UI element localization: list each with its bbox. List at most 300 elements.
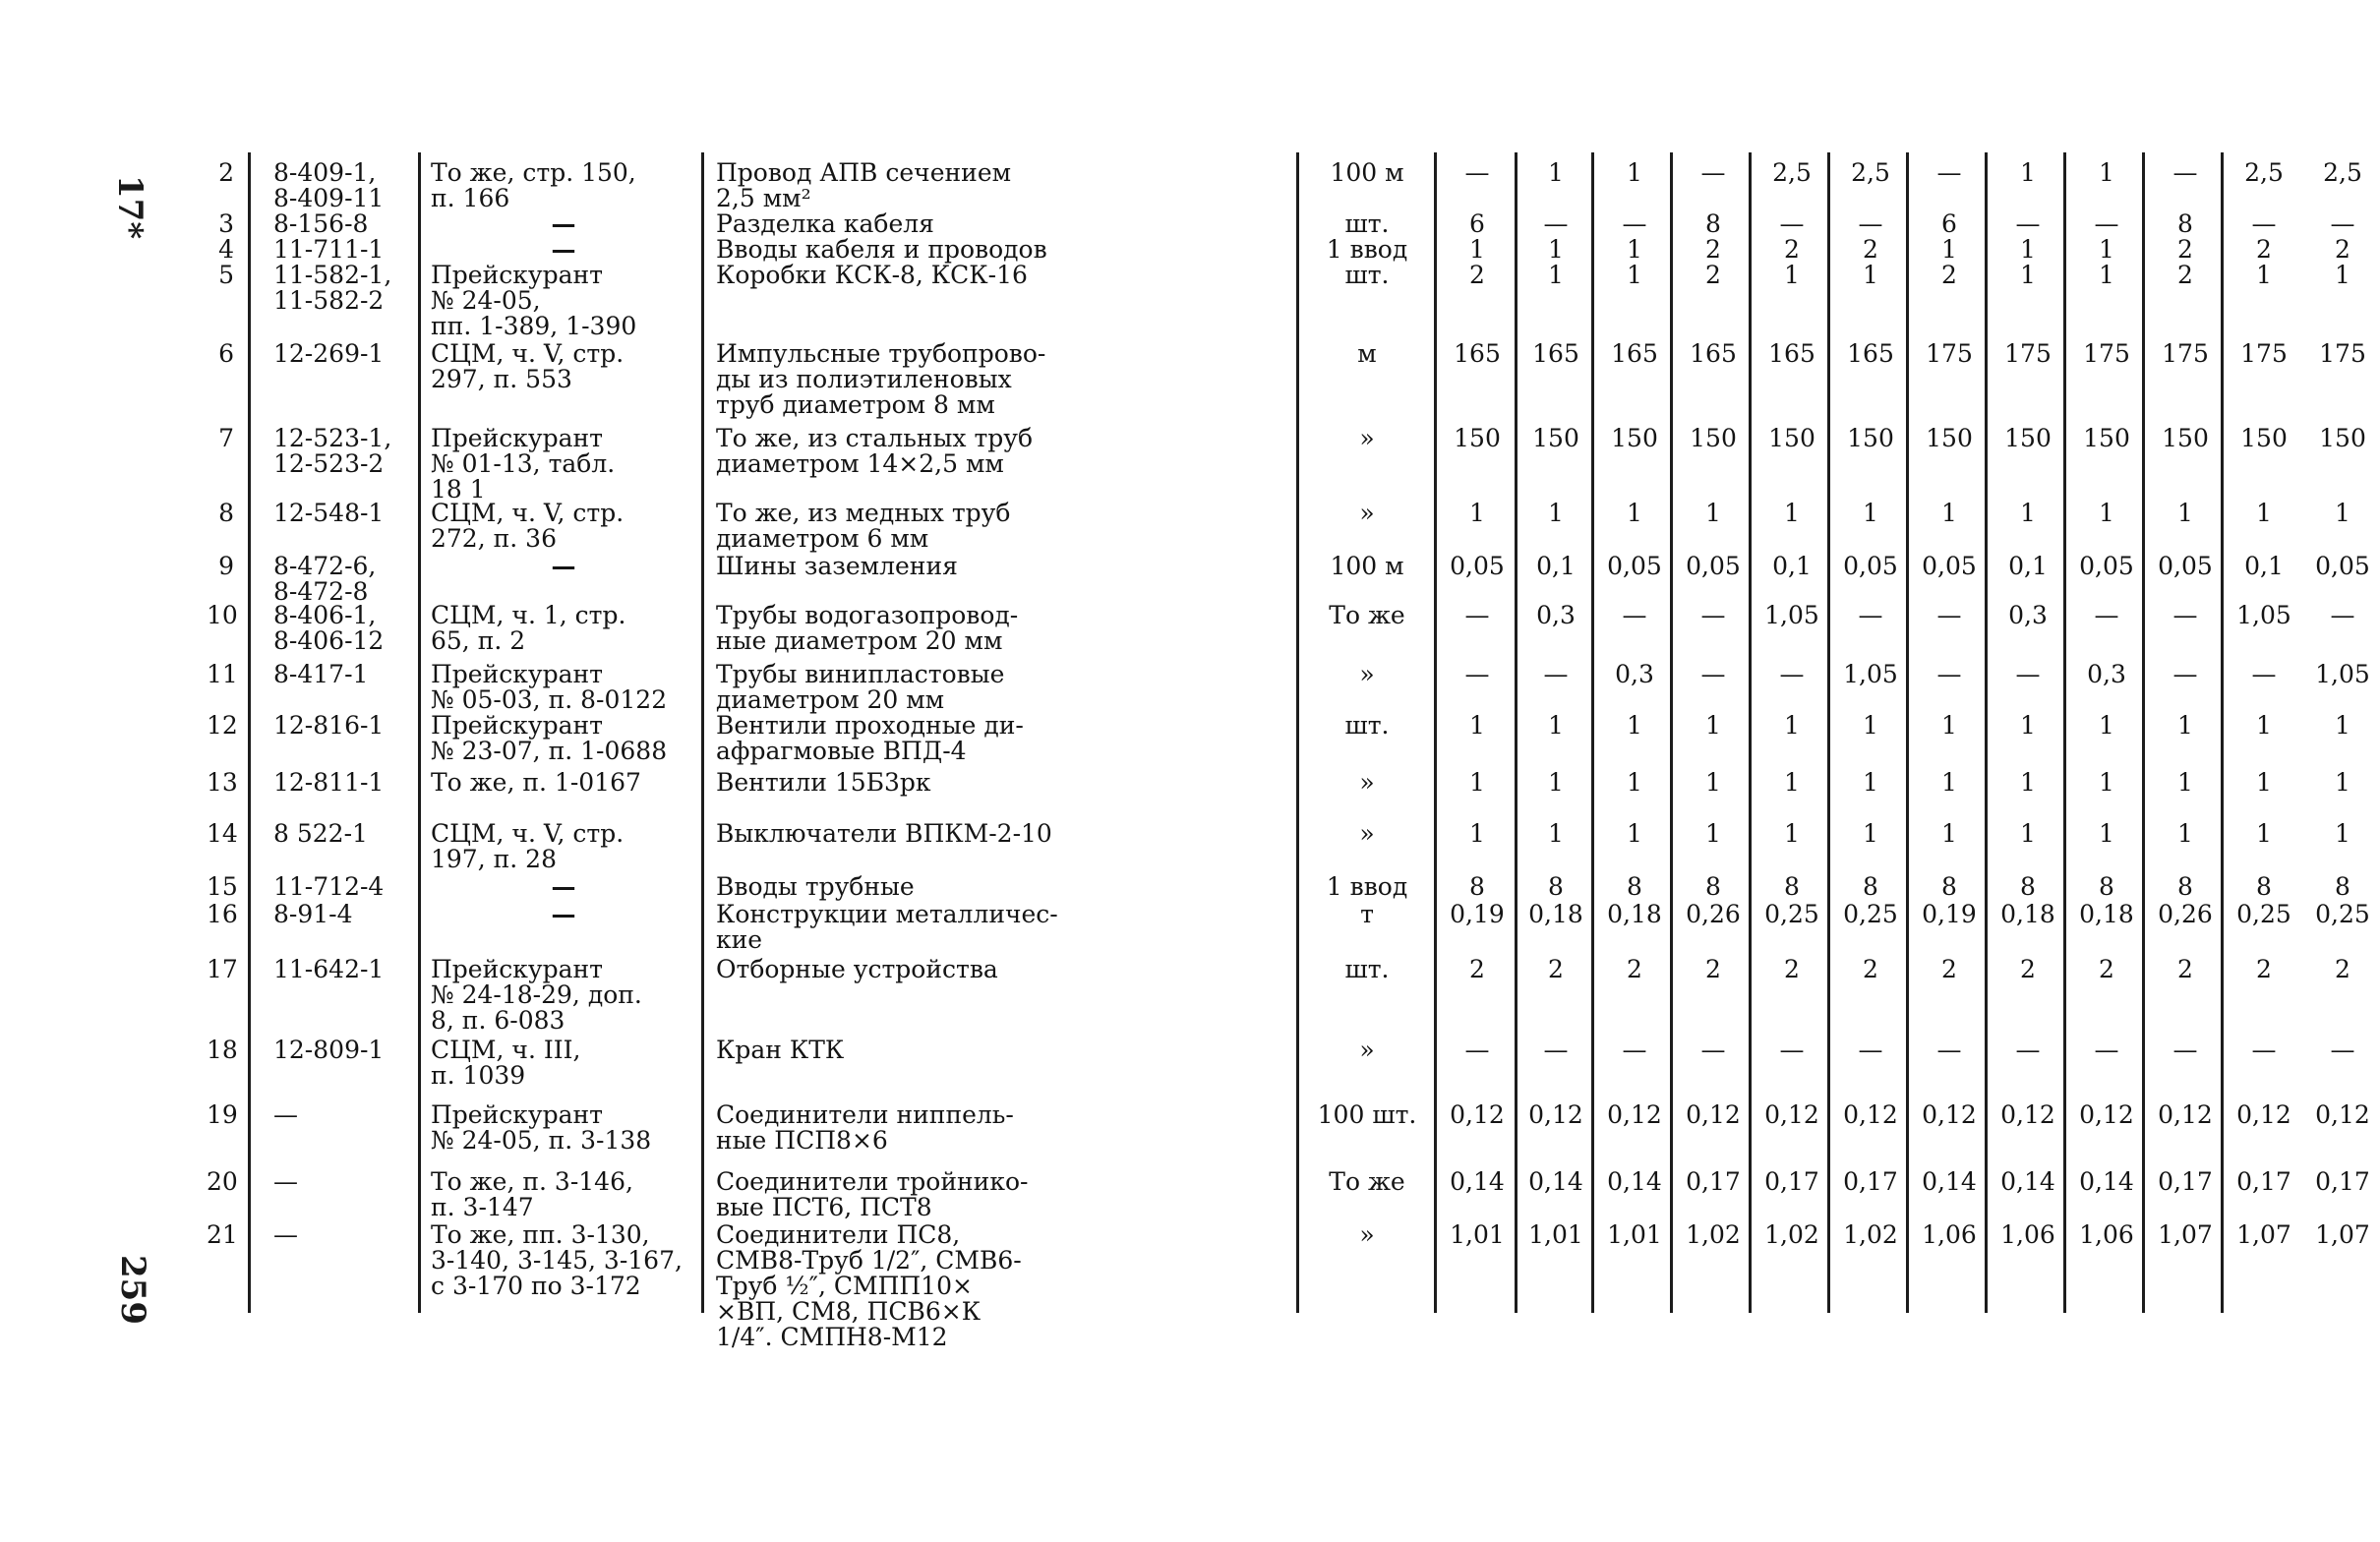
quantity-cell: 150 xyxy=(1532,424,1579,452)
item-name: Провод АПВ сечением 2,5 мм² xyxy=(716,158,1012,212)
quantity-cell: 8 xyxy=(2256,872,2272,901)
quantity-cell: 1 xyxy=(1784,261,1800,289)
quantity-cell: 1 xyxy=(2256,819,2272,848)
quantity-cell: 1 xyxy=(1627,158,1642,187)
item-name: Соединители тройнико- вые ПСТ6, ПСТ8 xyxy=(716,1167,1029,1221)
quantity-cell: 1 xyxy=(1784,768,1800,797)
item-name: Вводы трубные xyxy=(716,872,915,901)
quantity-cell: — xyxy=(1936,601,1962,629)
quantity-cell: 1 xyxy=(1863,819,1878,848)
quantity-cell: 0,12 xyxy=(1607,1100,1662,1129)
quantity-cell: — xyxy=(2015,660,2041,688)
quantity-cell: — xyxy=(2251,660,2277,688)
unit-of-measure: 100 м xyxy=(1330,158,1404,187)
quantity-cell: 2 xyxy=(1705,261,1721,289)
quantity-cell: — xyxy=(1464,1036,1490,1064)
unit-of-measure: шт. xyxy=(1344,711,1390,740)
column-rule xyxy=(1515,152,1517,1313)
quantity-cell: — xyxy=(1936,158,1962,187)
quantity-cell: 0,19 xyxy=(1922,900,1977,928)
quantity-cell: 0,12 xyxy=(1764,1100,1819,1129)
quantity-cell: 0,05 xyxy=(1607,552,1662,580)
row-number: 11 xyxy=(207,660,238,688)
norm-code: 12-269-1 xyxy=(273,339,385,368)
item-name: Коробки КСК-8, КСК-16 xyxy=(716,261,1028,289)
item-name: Соединители ПС8, СМВ8-Труб 1/2″, СМВ6- Труб ½″, СМПП10× ×ВП, СМ8, ПСВ6×К 1/4″. СМПН8-М12 xyxy=(716,1220,1022,1351)
unit-of-measure: » xyxy=(1359,660,1375,688)
quantity-cell: — xyxy=(2015,209,2041,238)
quantity-cell: 0,25 xyxy=(2236,900,2291,928)
unit-of-measure: 1 ввод xyxy=(1326,872,1408,901)
quantity-cell: 1 xyxy=(1548,768,1564,797)
quantity-cell: 0,14 xyxy=(1528,1167,1583,1196)
quantity-cell: 1 xyxy=(2256,499,2272,527)
quantity-cell: 175 xyxy=(2319,339,2366,368)
row-number: 10 xyxy=(207,601,238,629)
quantity-cell: 1 xyxy=(2335,261,2350,289)
quantity-cell: 0,17 xyxy=(2236,1167,2291,1196)
quantity-cell: 2 xyxy=(1941,955,1957,983)
quantity-cell: 1 xyxy=(1941,235,1957,264)
quantity-cell: 2 xyxy=(2335,235,2350,264)
quantity-cell: 8 xyxy=(1705,872,1721,901)
quantity-cell: 1,02 xyxy=(1686,1220,1741,1249)
price-source: То же, пп. 3-130, 3-140, 3-145, 3-167, с 3-170 по 3-172 xyxy=(431,1220,683,1300)
quantity-cell: 0,3 xyxy=(1615,660,1654,688)
quantity-cell: 1 xyxy=(2256,261,2272,289)
quantity-cell: — xyxy=(2094,209,2119,238)
quantity-cell: 175 xyxy=(2240,339,2288,368)
quantity-cell: — xyxy=(1622,209,1647,238)
quantity-cell: 8 xyxy=(1784,872,1800,901)
unit-of-measure: 100 шт. xyxy=(1317,1100,1417,1129)
quantity-cell: 2 xyxy=(1784,235,1800,264)
quantity-cell: 0,26 xyxy=(1686,900,1741,928)
quantity-cell: 1,05 xyxy=(1843,660,1898,688)
quantity-cell: 1 xyxy=(2256,768,2272,797)
quantity-cell: 0,1 xyxy=(2244,552,2284,580)
quantity-cell: 1 xyxy=(1548,499,1564,527)
quantity-cell: 8 xyxy=(1548,872,1564,901)
unit-of-measure: 100 м xyxy=(1330,552,1404,580)
row-number: 4 xyxy=(218,235,234,264)
quantity-cell: 1,01 xyxy=(1450,1220,1505,1249)
materials-table xyxy=(207,152,2370,1351)
quantity-cell: 0,17 xyxy=(1843,1167,1898,1196)
unit-of-measure: » xyxy=(1359,1036,1375,1064)
quantity-cell: — xyxy=(2015,1036,2041,1064)
quantity-cell: 1 xyxy=(1548,158,1564,187)
norm-code: — xyxy=(273,1220,298,1249)
quantity-cell: 2 xyxy=(2256,955,2272,983)
quantity-cell: — xyxy=(1779,1036,1805,1064)
quantity-cell: 2 xyxy=(1627,955,1642,983)
quantity-cell: 0,12 xyxy=(2315,1100,2370,1129)
quantity-cell: 1 xyxy=(2020,158,2036,187)
quantity-cell: — xyxy=(2330,601,2355,629)
quantity-cell: 1 xyxy=(1627,235,1642,264)
quantity-cell: 1,05 xyxy=(1764,601,1819,629)
quantity-cell: 0,18 xyxy=(2079,900,2134,928)
quantity-cell: — xyxy=(2172,601,2198,629)
quantity-cell: 0,12 xyxy=(2000,1100,2055,1129)
quantity-cell: 2 xyxy=(2020,955,2036,983)
row-number: 17 xyxy=(207,955,238,983)
norm-code: 12-816-1 xyxy=(273,711,385,740)
row-number: 15 xyxy=(207,872,238,901)
quantity-cell: 165 xyxy=(1611,339,1658,368)
quantity-cell: 1,05 xyxy=(2315,660,2370,688)
item-name: Отборные устройства xyxy=(716,955,998,983)
row-number: 21 xyxy=(207,1220,238,1249)
quantity-cell: 1 xyxy=(1863,261,1878,289)
quantity-cell: 1 xyxy=(1469,235,1485,264)
quantity-cell: 8 xyxy=(2177,872,2193,901)
price-source: Прейскурант № 24-05, пп. 1-389, 1-390 xyxy=(431,261,637,340)
item-name: Импульсные трубопрово- ды из полиэтиленовых труб диаметром 8 мм xyxy=(716,339,1046,419)
quantity-cell: 0,12 xyxy=(2236,1100,2291,1129)
quantity-cell: 1 xyxy=(2020,261,2036,289)
quantity-cell: 0,26 xyxy=(2158,900,2213,928)
quantity-cell: 1 xyxy=(1627,768,1642,797)
quantity-cell: 1 xyxy=(2099,819,2114,848)
quantity-cell: 1,07 xyxy=(2315,1220,2370,1249)
quantity-cell: 0,05 xyxy=(1686,552,1741,580)
quantity-cell: 1 xyxy=(2335,768,2350,797)
price-source: СЦМ, ч. III, п. 1039 xyxy=(431,1036,581,1090)
item-name: Соединители ниппель- ные ПСП8×6 xyxy=(716,1100,1014,1155)
item-name: Вентили проходные ди- афрагмовые ВПД-4 xyxy=(716,711,1024,765)
row-number: 16 xyxy=(207,900,238,928)
quantity-cell: 165 xyxy=(1768,339,1815,368)
quantity-cell: 1 xyxy=(2020,499,2036,527)
quantity-cell: 1 xyxy=(1469,819,1485,848)
price-source: — xyxy=(551,209,576,238)
quantity-cell: 0,1 xyxy=(1536,552,1576,580)
row-number: 13 xyxy=(207,768,238,797)
quantity-cell: — xyxy=(1464,158,1490,187)
quantity-cell: 0,17 xyxy=(1686,1167,1741,1196)
quantity-cell: 1 xyxy=(2099,235,2114,264)
quantity-cell: 0,17 xyxy=(2315,1167,2370,1196)
quantity-cell: 1,07 xyxy=(2236,1220,2291,1249)
quantity-cell: 1 xyxy=(2335,819,2350,848)
quantity-cell: 165 xyxy=(1532,339,1579,368)
quantity-cell: 2 xyxy=(2177,261,2193,289)
quantity-cell: — xyxy=(1543,660,1569,688)
quantity-cell: 1 xyxy=(2099,158,2114,187)
quantity-cell: 2 xyxy=(2177,955,2193,983)
signature-mark: 17* xyxy=(110,175,149,240)
quantity-cell: — xyxy=(1464,601,1490,629)
quantity-cell: — xyxy=(1700,660,1726,688)
norm-code: 12-523-1, 12-523-2 xyxy=(273,424,392,478)
quantity-cell: — xyxy=(1543,1036,1569,1064)
norm-code: 11-642-1 xyxy=(273,955,385,983)
quantity-cell: — xyxy=(1779,660,1805,688)
quantity-cell: 0,12 xyxy=(2079,1100,2134,1129)
quantity-cell: 0,1 xyxy=(2008,552,2048,580)
quantity-cell: — xyxy=(2330,1036,2355,1064)
row-number: 14 xyxy=(207,819,238,848)
quantity-cell: 8 xyxy=(1469,872,1485,901)
quantity-cell: 0,12 xyxy=(1450,1100,1505,1129)
column-rule xyxy=(1434,152,1437,1313)
quantity-cell: 2 xyxy=(1705,955,1721,983)
quantity-cell: 1 xyxy=(2335,711,2350,740)
quantity-cell: 1 xyxy=(1941,768,1957,797)
quantity-cell: — xyxy=(2251,1036,2277,1064)
quantity-cell: 0,25 xyxy=(1764,900,1819,928)
quantity-cell: 1,05 xyxy=(2236,601,2291,629)
quantity-cell: 0,19 xyxy=(1450,900,1505,928)
price-source: СЦМ, ч. V, стр. 272, п. 36 xyxy=(431,499,625,553)
quantity-cell: 8 xyxy=(2099,872,2114,901)
quantity-cell: 1 xyxy=(1941,499,1957,527)
quantity-cell: 175 xyxy=(2162,339,2209,368)
quantity-cell: 0,05 xyxy=(2158,552,2213,580)
price-source: Прейскурант № 23-07, п. 1-0688 xyxy=(431,711,668,765)
quantity-cell: 0,05 xyxy=(1450,552,1505,580)
quantity-cell: 0,12 xyxy=(1843,1100,1898,1129)
quantity-cell: — xyxy=(1543,209,1569,238)
item-name: Трубы винипластовые диаметром 20 мм xyxy=(716,660,1005,714)
quantity-cell: 8 xyxy=(1863,872,1878,901)
quantity-cell: 1,07 xyxy=(2158,1220,2213,1249)
quantity-cell: 1 xyxy=(2335,499,2350,527)
quantity-cell: 8 xyxy=(2177,209,2193,238)
quantity-cell: 1 xyxy=(2020,768,2036,797)
quantity-cell: 1 xyxy=(1548,261,1564,289)
quantity-cell: 1 xyxy=(2177,768,2193,797)
quantity-cell: — xyxy=(2094,1036,2119,1064)
unit-of-measure: шт. xyxy=(1344,955,1390,983)
item-name: Вводы кабеля и проводов xyxy=(716,235,1047,264)
unit-of-measure: 1 ввод xyxy=(1326,235,1408,264)
price-source: То же, п. 1-0167 xyxy=(431,768,641,797)
quantity-cell: 1,06 xyxy=(2079,1220,2134,1249)
price-source: СЦМ, ч. 1, стр. 65, п. 2 xyxy=(431,601,626,655)
row-number: 9 xyxy=(218,552,234,580)
quantity-cell: 150 xyxy=(2083,424,2130,452)
norm-code: 8-156-8 xyxy=(273,209,369,238)
quantity-cell: 150 xyxy=(1611,424,1658,452)
quantity-cell: 1 xyxy=(1941,711,1957,740)
row-number: 18 xyxy=(207,1036,238,1064)
quantity-cell: 1,06 xyxy=(2000,1220,2055,1249)
quantity-cell: 150 xyxy=(1690,424,1737,452)
quantity-cell: 2 xyxy=(2335,955,2350,983)
quantity-cell: 2 xyxy=(1863,955,1878,983)
quantity-cell: 0,14 xyxy=(1450,1167,1505,1196)
quantity-cell: 0,1 xyxy=(1772,552,1812,580)
row-number: 12 xyxy=(207,711,238,740)
unit-of-measure: » xyxy=(1359,1220,1375,1249)
row-number: 6 xyxy=(218,339,234,368)
quantity-cell: 150 xyxy=(1768,424,1815,452)
quantity-cell: 1 xyxy=(1705,711,1721,740)
price-source: — xyxy=(551,235,576,264)
unit-of-measure: шт. xyxy=(1344,209,1390,238)
unit-of-measure: » xyxy=(1359,768,1375,797)
quantity-cell: 1 xyxy=(1784,711,1800,740)
quantity-cell: 1 xyxy=(1705,819,1721,848)
quantity-cell: — xyxy=(1700,158,1726,187)
quantity-cell: 175 xyxy=(2004,339,2052,368)
price-source: Прейскурант № 05-03, п. 8-0122 xyxy=(431,660,668,714)
quantity-cell: 1 xyxy=(2099,261,2114,289)
unit-of-measure: шт. xyxy=(1344,261,1390,289)
quantity-cell: 1 xyxy=(2177,499,2193,527)
quantity-cell: 150 xyxy=(2004,424,2052,452)
quantity-cell: 2,5 xyxy=(1851,158,1890,187)
quantity-cell: 1 xyxy=(1863,499,1878,527)
quantity-cell: — xyxy=(1858,601,1883,629)
quantity-cell: 1 xyxy=(2256,711,2272,740)
quantity-cell: 1 xyxy=(1627,261,1642,289)
quantity-cell: — xyxy=(1858,1036,1883,1064)
quantity-cell: 1,02 xyxy=(1843,1220,1898,1249)
quantity-cell: 1 xyxy=(1548,711,1564,740)
norm-code: 11-582-1, 11-582-2 xyxy=(273,261,392,315)
quantity-cell: — xyxy=(1622,601,1647,629)
quantity-cell: 1 xyxy=(1705,499,1721,527)
price-source: — xyxy=(551,552,576,580)
unit-of-measure: » xyxy=(1359,424,1375,452)
quantity-cell: — xyxy=(1700,1036,1726,1064)
quantity-cell: 0,14 xyxy=(1922,1167,1977,1196)
price-source: — xyxy=(551,900,576,928)
quantity-cell: 1 xyxy=(1627,819,1642,848)
quantity-cell: 150 xyxy=(2319,424,2366,452)
quantity-cell: 2,5 xyxy=(2323,158,2362,187)
quantity-cell: 1 xyxy=(2099,711,2114,740)
quantity-cell: 2 xyxy=(1863,235,1878,264)
quantity-cell: 165 xyxy=(1847,339,1894,368)
quantity-cell: 1 xyxy=(1469,768,1485,797)
quantity-cell: — xyxy=(2251,209,2277,238)
quantity-cell: — xyxy=(2330,209,2355,238)
quantity-cell: 8 xyxy=(2335,872,2350,901)
unit-of-measure: » xyxy=(1359,499,1375,527)
row-number: 5 xyxy=(218,261,234,289)
quantity-cell: 1 xyxy=(1627,499,1642,527)
item-name: Вентили 15Б3рк xyxy=(716,768,931,797)
quantity-cell: 2 xyxy=(2099,955,2114,983)
item-name: Конструкции металличес- кие xyxy=(716,900,1058,954)
quantity-cell: 8 xyxy=(1941,872,1957,901)
norm-code: 8-406-1, 8-406-12 xyxy=(273,601,385,655)
row-number: 2 xyxy=(218,158,234,187)
quantity-cell: — xyxy=(1858,209,1883,238)
row-number: 7 xyxy=(218,424,234,452)
quantity-cell: 0,25 xyxy=(1843,900,1898,928)
item-name: Кран КТК xyxy=(716,1036,845,1064)
quantity-cell: 0,18 xyxy=(2000,900,2055,928)
quantity-cell: 8 xyxy=(1705,209,1721,238)
unit-of-measure: т xyxy=(1360,900,1374,928)
price-source: То же, стр. 150, п. 166 xyxy=(431,158,636,212)
unit-of-measure: м xyxy=(1357,339,1377,368)
quantity-cell: 0,3 xyxy=(1536,601,1576,629)
quantity-cell: — xyxy=(2172,158,2198,187)
quantity-cell: 8 xyxy=(1627,872,1642,901)
norm-code: 12-811-1 xyxy=(273,768,385,797)
quantity-cell: 2,5 xyxy=(2244,158,2284,187)
norm-code: 8-409-1, 8-409-11 xyxy=(273,158,385,212)
quantity-cell: 0,12 xyxy=(1686,1100,1741,1129)
price-source: То же, п. 3-146, п. 3-147 xyxy=(431,1167,633,1221)
quantity-cell: 0,14 xyxy=(1607,1167,1662,1196)
quantity-cell: 1,02 xyxy=(1764,1220,1819,1249)
quantity-cell: — xyxy=(2172,1036,2198,1064)
item-name: Выключатели ВПКМ-2-10 xyxy=(716,819,1052,848)
quantity-cell: 0,05 xyxy=(2315,552,2370,580)
quantity-cell: 1,01 xyxy=(1528,1220,1583,1249)
column-rule xyxy=(248,152,251,1313)
quantity-cell: — xyxy=(2094,601,2119,629)
quantity-cell: 165 xyxy=(1454,339,1501,368)
quantity-cell: 0,18 xyxy=(1607,900,1662,928)
quantity-cell: 2 xyxy=(1941,261,1957,289)
unit-of-measure: » xyxy=(1359,819,1375,848)
row-number: 20 xyxy=(207,1167,238,1196)
quantity-cell: 1 xyxy=(1627,711,1642,740)
quantity-cell: 1 xyxy=(2020,711,2036,740)
unit-of-measure: То же xyxy=(1329,1167,1405,1196)
quantity-cell: — xyxy=(1700,601,1726,629)
row-number: 8 xyxy=(218,499,234,527)
price-source: Прейскурант № 24-18-29, доп. 8, п. 6-083 xyxy=(431,955,642,1035)
norm-code: 12-809-1 xyxy=(273,1036,385,1064)
page-number: 259 xyxy=(113,1255,152,1325)
quantity-cell: 1 xyxy=(1548,819,1564,848)
quantity-cell: 0,3 xyxy=(2008,601,2048,629)
quantity-cell: 0,12 xyxy=(1922,1100,1977,1129)
quantity-cell: 1 xyxy=(2020,235,2036,264)
row-number: 3 xyxy=(218,209,234,238)
quantity-cell: 1 xyxy=(1941,819,1957,848)
item-name: То же, из стальных труб диаметром 14×2,5 мм xyxy=(716,424,1034,478)
quantity-cell: 6 xyxy=(1941,209,1957,238)
quantity-cell: 1 xyxy=(1863,711,1878,740)
item-name: То же, из медных труб диаметром 6 мм xyxy=(716,499,1011,553)
quantity-cell: 0,25 xyxy=(2315,900,2370,928)
quantity-cell: 1,01 xyxy=(1607,1220,1662,1249)
quantity-cell: 150 xyxy=(2240,424,2288,452)
norm-code: 8-417-1 xyxy=(273,660,369,688)
norm-code: 11-712-4 xyxy=(273,872,385,901)
quantity-cell: — xyxy=(1936,660,1962,688)
quantity-cell: 165 xyxy=(1690,339,1737,368)
quantity-cell: 1 xyxy=(1784,499,1800,527)
quantity-cell: 1 xyxy=(1469,499,1485,527)
quantity-cell: 0,18 xyxy=(1528,900,1583,928)
quantity-cell: 1 xyxy=(2020,819,2036,848)
quantity-cell: 150 xyxy=(1454,424,1501,452)
quantity-cell: 8 xyxy=(2020,872,2036,901)
quantity-cell: 175 xyxy=(2083,339,2130,368)
column-rule xyxy=(701,152,704,1313)
quantity-cell: 1 xyxy=(1863,768,1878,797)
norm-code: 8-91-4 xyxy=(273,900,353,928)
quantity-cell: 2 xyxy=(1469,955,1485,983)
quantity-cell: 1 xyxy=(2099,499,2114,527)
quantity-cell: 0,17 xyxy=(1764,1167,1819,1196)
quantity-cell: 0,17 xyxy=(2158,1167,2213,1196)
quantity-cell: 1 xyxy=(1705,768,1721,797)
quantity-cell: 1 xyxy=(2177,819,2193,848)
